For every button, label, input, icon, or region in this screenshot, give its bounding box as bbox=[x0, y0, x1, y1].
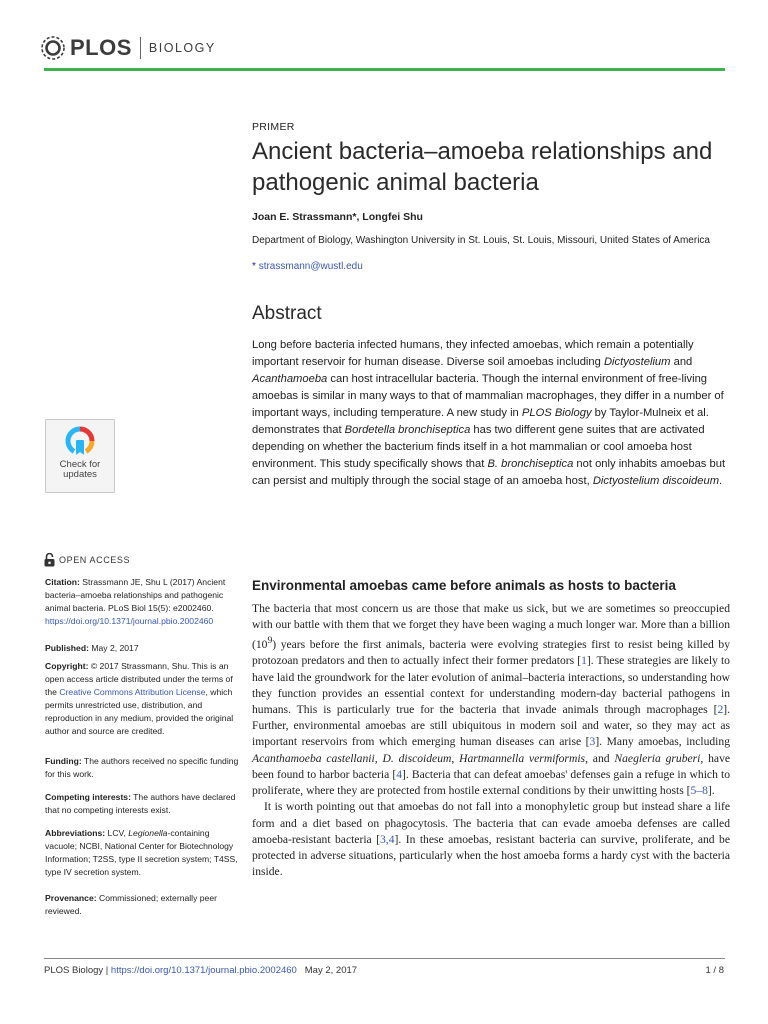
body-text-run: , have been found to harbor bacteria [ bbox=[252, 751, 731, 781]
reference-link[interactable]: 3,4 bbox=[380, 832, 395, 846]
abstract-part: and bbox=[670, 356, 693, 368]
abstract-part: . bbox=[719, 475, 723, 487]
footer-separator: | bbox=[103, 965, 111, 976]
abbreviations-text: LCV, bbox=[105, 828, 129, 838]
email-star: * bbox=[252, 261, 256, 272]
check-for-updates-button[interactable] bbox=[45, 419, 115, 493]
abstract-italic: Acanthamoeba bbox=[252, 373, 328, 385]
open-access-label: OPEN ACCESS bbox=[59, 555, 131, 565]
abbreviations-block bbox=[45, 827, 240, 879]
species-name: Hartmannella vermiformis bbox=[459, 751, 586, 765]
superscript: 9 bbox=[267, 635, 273, 647]
abstract-part: has two different gene suites that are activated depending on whether the bacterium finds itself in a hot mammalian or cool amoeba host environment. This study specifically shows that bbox=[252, 424, 705, 470]
check-updates-icon bbox=[65, 426, 95, 458]
copyright-label: Copyright: bbox=[45, 661, 89, 671]
body-text-run: The bacteria that most concern us are those that make us sick, but we are sometimes so preoccupied with our battle with them that we forget they have been waging a much longer war. More than a billion (10 bbox=[252, 602, 730, 652]
body-text-run: ]. Further, environmental amoebas are still ubiquitous in modern soil and water, so they may act as important reservoirs from which emerging human diseases can arise [ bbox=[252, 703, 730, 749]
page-number: 1 / 8 bbox=[705, 965, 724, 976]
footer-rule bbox=[44, 958, 725, 959]
species-name: D. discoideum bbox=[382, 751, 452, 765]
citation-block bbox=[45, 576, 240, 628]
body-text-run: ]. These strategies are likely to have laid the groundwork for the later evolution of animal–bacteria interactions, so understanding how they function provides an essential context for understanding modern-day bacterial pathogens in humans. This is particularly true for the bacteria that invade animals through macrophages [ bbox=[252, 654, 730, 717]
abstract-italic: Dictyostelium discoideum bbox=[592, 475, 720, 487]
provenance-label: Provenance: bbox=[45, 893, 97, 903]
plos-logo-icon bbox=[40, 35, 66, 61]
open-lock-icon bbox=[44, 553, 55, 567]
corresponding-email bbox=[252, 261, 363, 272]
copyright-block bbox=[45, 660, 240, 738]
citation-doi-link[interactable]: https://doi.org/10.1371/journal.pbio.2002460 bbox=[45, 616, 214, 626]
funding-label: Funding: bbox=[45, 756, 82, 766]
body-text-run: It is worth pointing out that amoebas do not fall into a monophyletic group but instead share a life form and a diet based on phagocytosis. The bacteria that can evade amoeba defenses are called amoeba-resistant bacteria [ bbox=[252, 800, 730, 846]
competing-interests-block bbox=[45, 791, 240, 817]
body-text-run: ) years before the first animals, bacteria were evolving strategies first to resist being killed by protozoan predators and then to actually infect their former predators [ bbox=[252, 638, 730, 668]
reference-link[interactable]: 2 bbox=[717, 703, 724, 717]
body-text bbox=[252, 601, 730, 880]
published-date: May 2, 2017 bbox=[88, 643, 139, 653]
body-text-run: , bbox=[374, 751, 383, 765]
copyright-text: © 2017 Strassmann, Shu. This is an open access article distributed under the terms of the bbox=[45, 661, 233, 697]
published-block bbox=[45, 642, 240, 655]
copyright-text: , which permits unrestricted use, distribution, and reproduction in any medium, provided the original author and source are credited. bbox=[45, 687, 234, 736]
body-text-run: ]. Bacteria that can defeat amoebas' defenses gain a refuge in which to proliferate, where they are protected from hostile external conditions by their unwitting hosts [ bbox=[252, 767, 730, 798]
body-text-run: ]. Many amoebas, including bbox=[595, 735, 731, 749]
body-paragraph-2 bbox=[252, 799, 730, 880]
article-title: Ancient bacteria–amoeba relationships and pathogenic animal bacteria bbox=[252, 138, 713, 196]
published-label: Published: bbox=[45, 643, 89, 653]
abstract-italic: B. bronchiseptica bbox=[487, 458, 574, 470]
competing-label: Competing interests: bbox=[45, 792, 131, 802]
body-paragraph-1 bbox=[252, 601, 730, 799]
abstract-text bbox=[252, 337, 728, 490]
provenance-block bbox=[45, 892, 240, 918]
citation-label: Citation: bbox=[45, 577, 80, 587]
page-footer bbox=[44, 965, 357, 976]
provenance-text: Commissioned; externally peer reviewed. bbox=[45, 893, 217, 916]
species-name: Naegleria gruberi bbox=[614, 751, 701, 765]
email-link[interactable]: strassmann@wustl.edu bbox=[258, 261, 363, 272]
abstract-italic: PLOS Biology bbox=[521, 407, 592, 419]
license-link[interactable]: Creative Commons Attribution License bbox=[59, 687, 206, 697]
abstract-heading: Abstract bbox=[252, 303, 322, 324]
abstract-part: not only inhabits amoebas but can persist and multiply through the social stage of an amoeba host, bbox=[252, 458, 726, 487]
funding-block bbox=[45, 755, 240, 781]
section-heading: Environmental amoebas came before animals as hosts to bacteria bbox=[252, 578, 676, 593]
abstract-part: Long before bacteria infected humans, they infected amoebas, which remain a potentially important reservoir for human disease. Diverse soil amoebas including bbox=[252, 339, 694, 368]
abstract-italic: Bordetella bronchiseptica bbox=[344, 424, 471, 436]
species-name: Acanthamoeba castellanii bbox=[252, 751, 375, 765]
competing-text: The authors have declared that no competing interests exist. bbox=[45, 792, 236, 815]
abbreviations-italic: Legionella bbox=[128, 828, 168, 838]
abbreviations-label: Abbreviations: bbox=[45, 828, 106, 838]
footer-doi-link[interactable]: https://doi.org/10.1371/journal.pbio.2002460 bbox=[110, 965, 297, 976]
abstract-italic: Dictyostelium bbox=[603, 356, 671, 368]
logo-divider bbox=[140, 37, 141, 59]
logo-text: PLOS bbox=[70, 35, 132, 60]
footer-date: May 2, 2017 bbox=[304, 965, 358, 976]
body-text-run: ]. bbox=[707, 784, 715, 798]
abstract-part: can host intracellular bacteria. Though the internal environment of free-living amoebas is similar in many ways to that of mammalian macrophages, they differ in a number of important ways, including temperature. A new study in bbox=[252, 373, 724, 419]
open-access-badge bbox=[44, 553, 130, 567]
citation-text: Strassmann JE, Shu L (2017) Ancient bacteria–amoeba relationships and pathogenic animal bacteria. PLoS Biol 15(5): e2002460. bbox=[45, 577, 226, 613]
plos-logo[interactable] bbox=[40, 34, 216, 62]
reference-link[interactable]: 1 bbox=[581, 654, 587, 668]
article-type: PRIMER bbox=[252, 121, 295, 133]
journal-name: BIOLOGY bbox=[148, 41, 216, 55]
reference-link[interactable]: 4 bbox=[396, 767, 403, 781]
check-updates-line2: updates bbox=[63, 469, 97, 480]
author-list: Joan E. Strassmann*, Longfei Shu bbox=[252, 211, 423, 223]
abbreviations-text: -containing vacuole; NCBI, National Center for Biotechnology Information; T2SS, type II secretion system; T4SS, type IV secretion system. bbox=[45, 828, 238, 877]
funding-text: The authors received no specific funding for this work. bbox=[45, 756, 239, 779]
reference-link[interactable]: 5–8 bbox=[690, 784, 708, 798]
abstract-part: by Taylor-Mulneix et al. demonstrates that bbox=[252, 407, 709, 436]
header-rule bbox=[44, 68, 725, 71]
footer-journal: PLOS Biology bbox=[44, 965, 104, 976]
reference-link[interactable]: 3 bbox=[589, 735, 596, 749]
check-updates-line1: Check for bbox=[59, 459, 101, 470]
check-updates-label bbox=[60, 460, 101, 480]
body-text-run: ]. In these amoebas, resistant bacteria can survive, proliferate, and be protected in adverse situations, particularly when the host amoeba forms a hardy cyst with the bacteria inside. bbox=[252, 832, 730, 879]
body-text-run: , and bbox=[585, 751, 615, 765]
affiliation: Department of Biology, Washington University in St. Louis, St. Louis, Missouri, United States of America bbox=[252, 235, 710, 246]
body-text-run: , bbox=[451, 751, 460, 765]
